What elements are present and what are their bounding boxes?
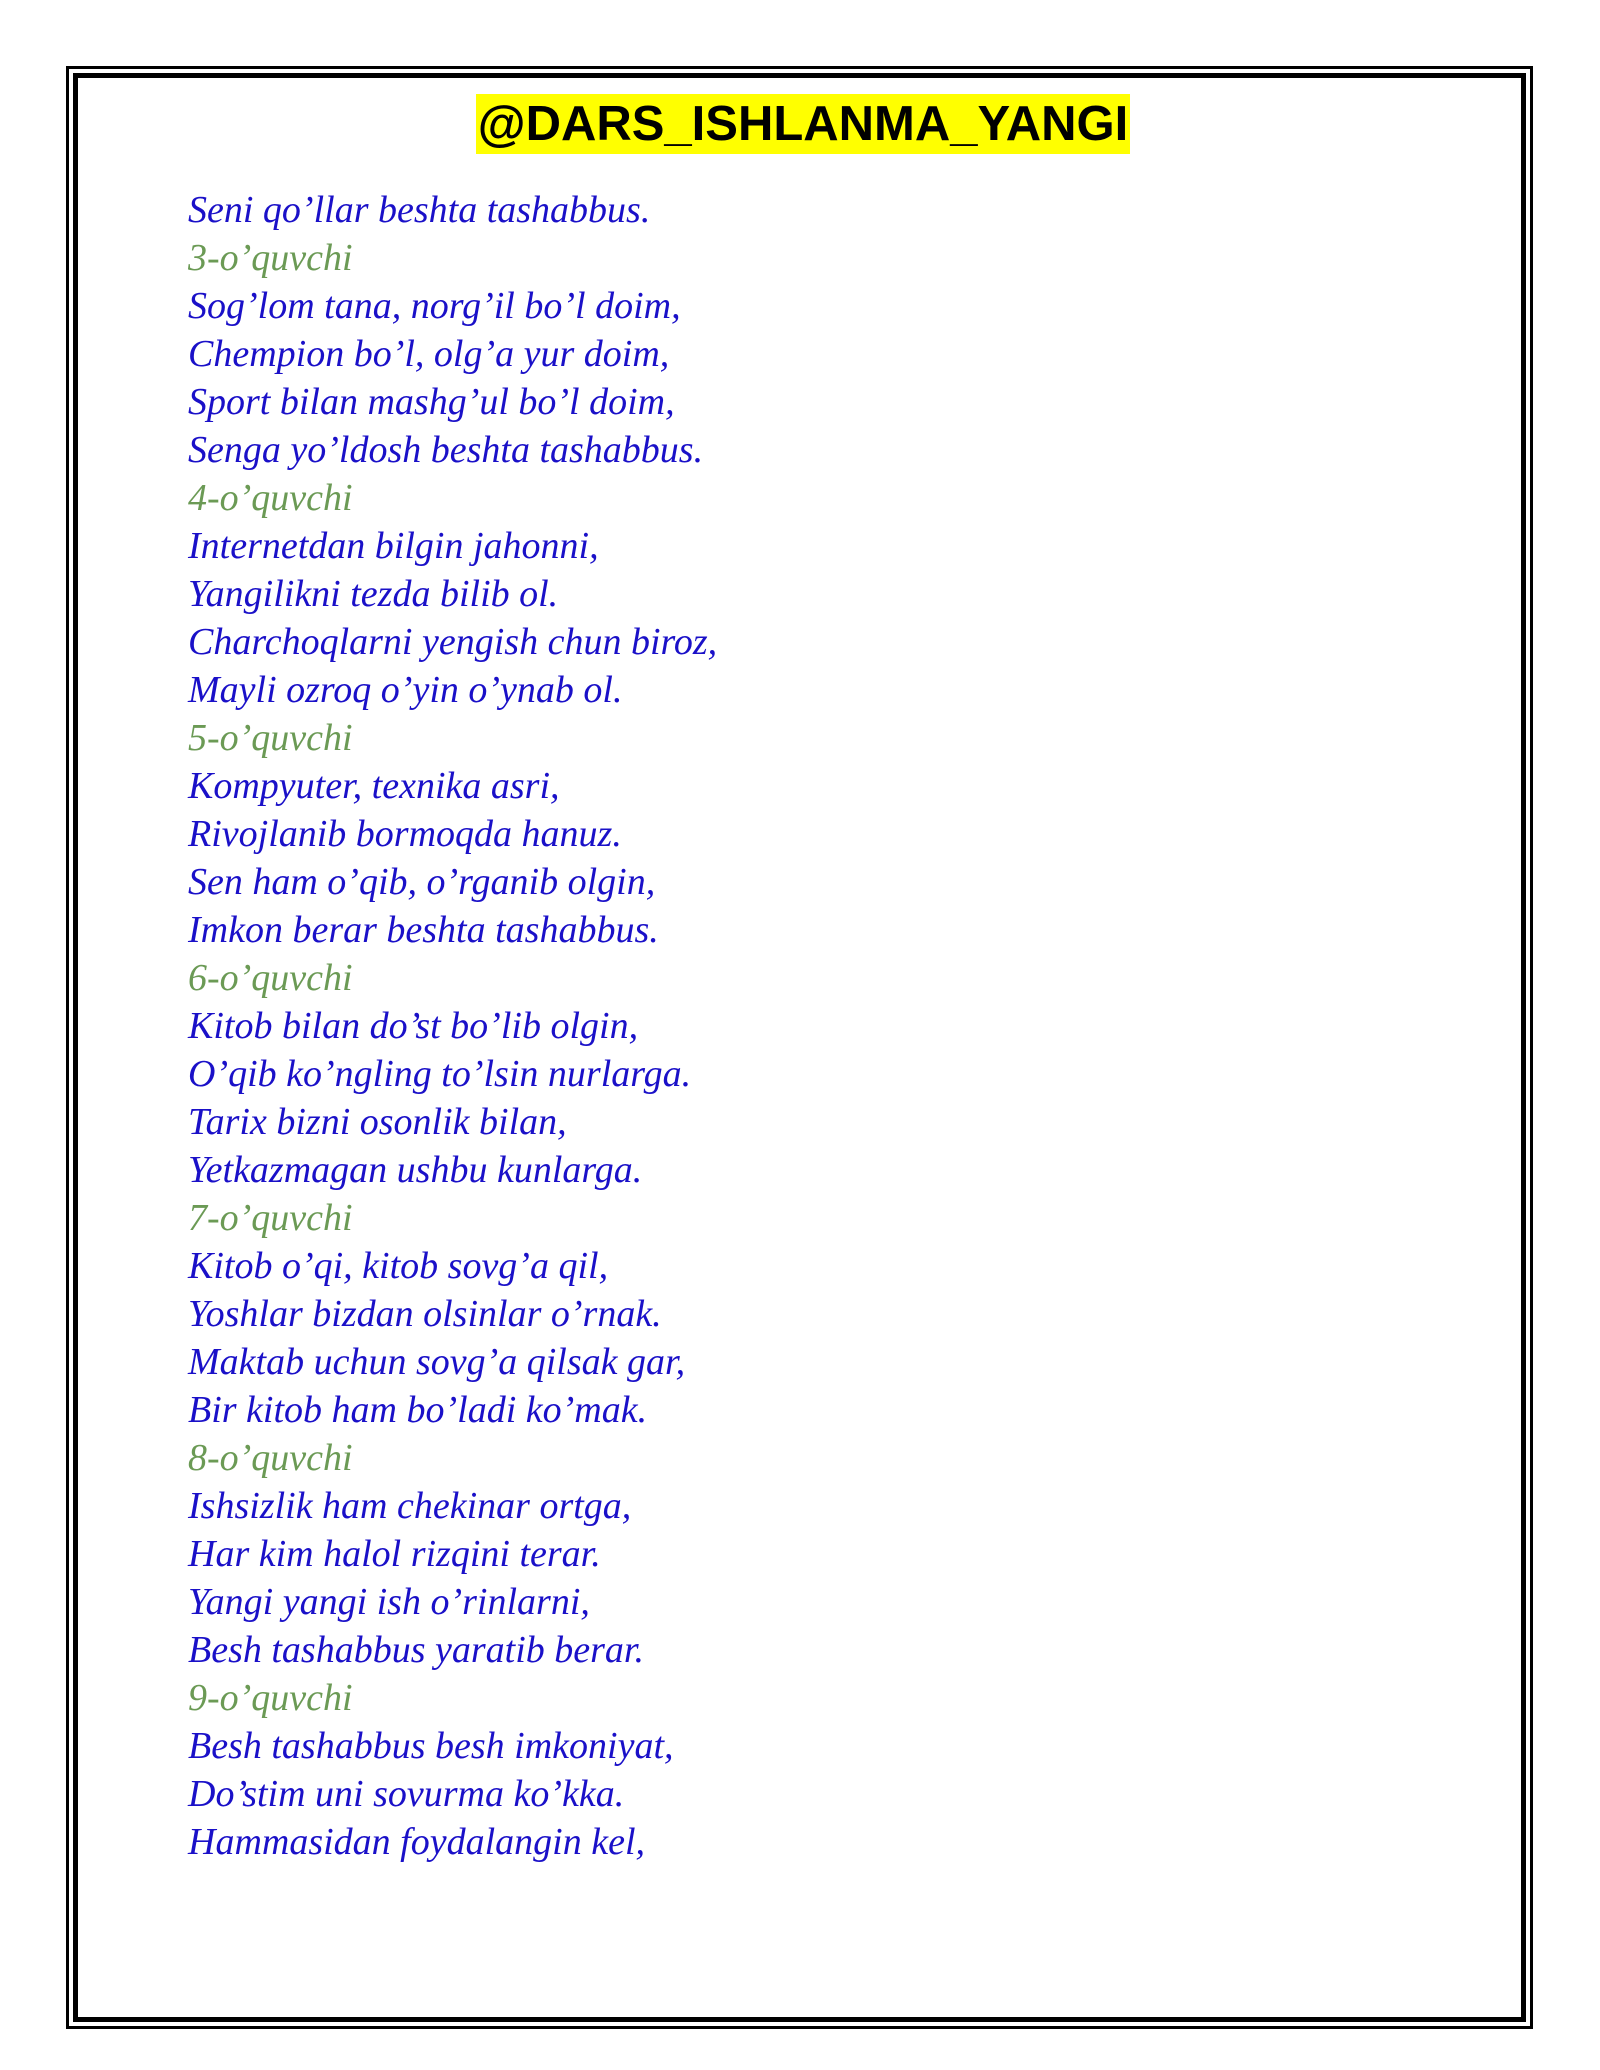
verse-line: Besh tashabbus besh imkoniyat, xyxy=(188,1725,674,1767)
verse-line: Seni qo’llar beshta tashabbus. xyxy=(188,189,651,231)
verse-line: Sport bilan mashg’ul bo’l doim, xyxy=(188,381,675,423)
verse-line: Kitob bilan do’st bo’lib olgin, xyxy=(188,1005,639,1047)
verse-line: Maktab uchun sovg’a qilsak gar, xyxy=(188,1341,686,1383)
verse-line: Rivojlanib bormoqda hanuz. xyxy=(188,813,622,855)
verse-line: Imkon berar beshta tashabbus. xyxy=(188,909,659,951)
speaker-label: 3-o’quvchi xyxy=(188,237,353,279)
speaker-label: 5-o’quvchi xyxy=(188,717,353,759)
verse-line: Hammasidan foydalangin kel, xyxy=(188,1821,646,1863)
verse-line: Internetdan bilgin jahonni, xyxy=(188,525,599,567)
verse-line: Yangi yangi ish o’rinlarni, xyxy=(188,1581,590,1623)
verse-line: Chempion bo’l, olg’a yur doim, xyxy=(188,333,670,375)
poem-body xyxy=(188,186,1388,1866)
verse-line: Kitob o’qi, kitob sovg’a qil, xyxy=(188,1245,609,1287)
verse-line: Charchoqlarni yengish chun biroz, xyxy=(188,621,718,663)
verse-line: Tarix bizni osonlik bilan, xyxy=(188,1101,567,1143)
verse-line: Do’stim uni sovurma ko’kka. xyxy=(188,1773,625,1815)
verse-line: O’qib ko’ngling to’lsin nurlarga. xyxy=(188,1053,692,1095)
verse-line: Sen ham o’qib, o’rganib olgin, xyxy=(188,861,656,903)
speaker-label: 6-o’quvchi xyxy=(188,957,353,999)
verse-line: Besh tashabbus yaratib berar. xyxy=(188,1629,644,1671)
channel-title: @DARS_ISHLANMA_YANGI xyxy=(476,94,1130,154)
verse-line: Har kim halol rizqini terar. xyxy=(188,1533,601,1575)
verse-line: Bir kitob ham bo’ladi ko’mak. xyxy=(188,1389,648,1431)
header xyxy=(0,94,1600,154)
verse-line: Kompyuter, texnika asri, xyxy=(188,765,560,807)
verse-line: Yangilikni tezda bilib ol. xyxy=(188,573,559,615)
speaker-label: 8-o’quvchi xyxy=(188,1437,353,1479)
verse-line: Ishsizlik ham chekinar ortga, xyxy=(188,1485,632,1527)
verse-line: Mayli ozroq o’yin o’ynab ol. xyxy=(188,669,623,711)
verse-line: Sog’lom tana, norg’il bo’l doim, xyxy=(188,285,681,327)
verse-line: Yoshlar bizdan olsinlar o’rnak. xyxy=(188,1293,662,1335)
verse-line: Senga yo’ldosh beshta tashabbus. xyxy=(188,429,704,471)
verse-line: Yetkazmagan ushbu kunlarga. xyxy=(188,1149,643,1191)
speaker-label: 4-o’quvchi xyxy=(188,477,353,519)
speaker-label: 7-o’quvchi xyxy=(188,1197,353,1239)
speaker-label: 9-o’quvchi xyxy=(188,1677,353,1719)
